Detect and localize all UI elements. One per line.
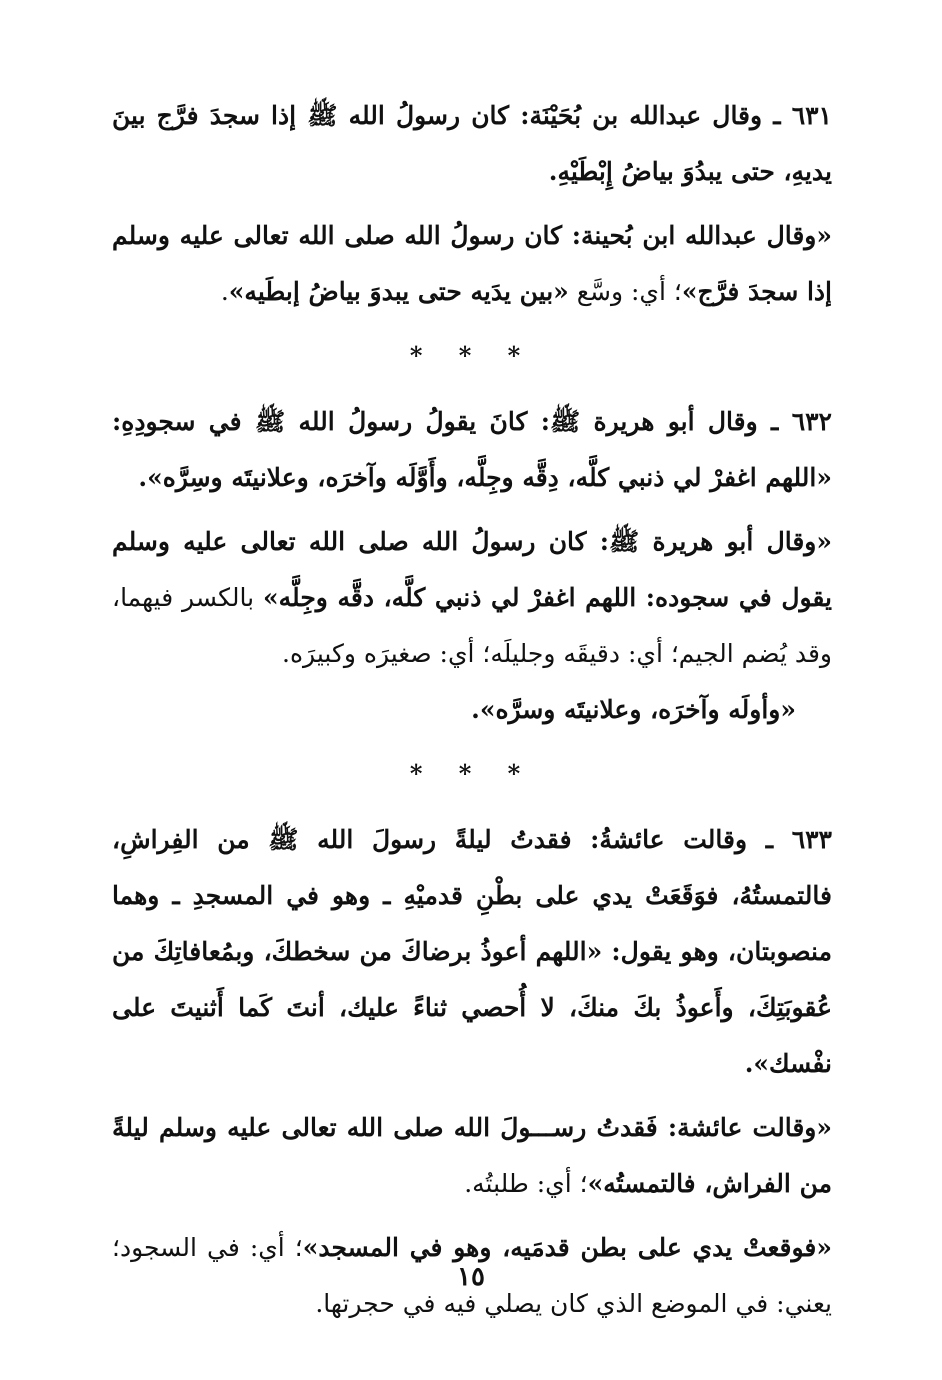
separator-2: * * * bbox=[409, 759, 535, 788]
commentary-633-quote: «وقالت عائشة: فَقدتُ رســـولَ الله صلى الله تعالى عليه وسلم ليلةً من الفراش، فالتمستُه» bbox=[112, 1113, 832, 1198]
commentary-632 bbox=[112, 514, 832, 682]
hadith-632: ٦٣٢ ـ وقال أبو هريرة ﷺ: كانَ يقولُ رسولُ الله ﷺ في سجودِهِ: «اللهم اغفرْ لي ذنبي كلَّه، دِقَّه وجِلَّه، وأَوَّلَه وآخرَه، وعلانيتَه وسِرَّه». bbox=[112, 407, 832, 492]
commentary-633 bbox=[112, 1100, 832, 1212]
commentary-631-text-1: ؛ أي: وسَّع bbox=[568, 277, 682, 306]
commentary-632-extra bbox=[112, 682, 832, 738]
page-number: ١٥ bbox=[457, 1262, 485, 1292]
commentary-632-quote: «وقال أبو هريرة ﷺ: كان رسولُ الله صلى الله تعالى عليه وسلم يقول في سجوده: اللهم اغفرْ لي ذنبي كلَّه، دقَّه وجِلَّه» bbox=[112, 527, 832, 612]
commentary-632-extra-quote: «وأولَه وآخرَه، وعلانيتَه وسرَّه». bbox=[471, 695, 796, 724]
hadith-633: ٦٣٣ ـ وقالت عائشةُ: فقدتُ ليلةً رسولَ الله ﷺ من الفِراشِ، فالتمستُهُ، فوَقَعَتْ يدي على بطْنِ قدميْهِ ـ وهو في المسجدِ ـ وهما منصوبتان، وهو يقول: «اللهم أعوذُ برضاكَ من سخطكَ، وبمُعافاتِكَ من عُقوبَتِكَ، وأَعوذُ بكَ منكَ، لا أُحصي ثناءً عليك، أنتَ كَما أَثنيتَ على نفْسك». bbox=[112, 825, 832, 1078]
commentary-633-extra-text: ؛ أي: في السجود؛ يعني: في الموضع الذي كان يصلي فيه في حجرتها. bbox=[112, 1233, 832, 1318]
commentary-632-text: بالكسر فيهما، وقد يُضم الجيم؛ أي: دقيقَه وجليلَه؛ أي: صغيرَه وكبيرَه. bbox=[112, 583, 832, 668]
commentary-633-extra-quote: «فوقعتْ يدي على بطن قدمَيه، وهو في المسجد» bbox=[302, 1233, 832, 1262]
commentary-631-text-2: . bbox=[220, 277, 229, 306]
hadith-631: ٦٣١ ـ وقال عبدالله بن بُحَيْنَة: كان رسولُ الله ﷺ إذا سجدَ فرَّج بينَ يديهِ، حتى يبدُوَ بياضُ إِبْطَيْهِ. bbox=[112, 101, 832, 186]
commentary-631-quote-2: «بين يدَيه حتى يبدوَ بياضُ إبطَيه» bbox=[228, 277, 569, 306]
commentary-631-quote-1: «وقال عبدالله ابن بُحينة: كان رسولُ الله صلى الله تعالى عليه وسلم إذا سجدَ فرَّج» bbox=[112, 221, 832, 306]
separator-1: * * * bbox=[409, 341, 535, 370]
commentary-631 bbox=[112, 208, 832, 320]
commentary-633-text: ؛ أي: طلبتُه. bbox=[464, 1169, 588, 1198]
page-body bbox=[112, 88, 832, 1332]
